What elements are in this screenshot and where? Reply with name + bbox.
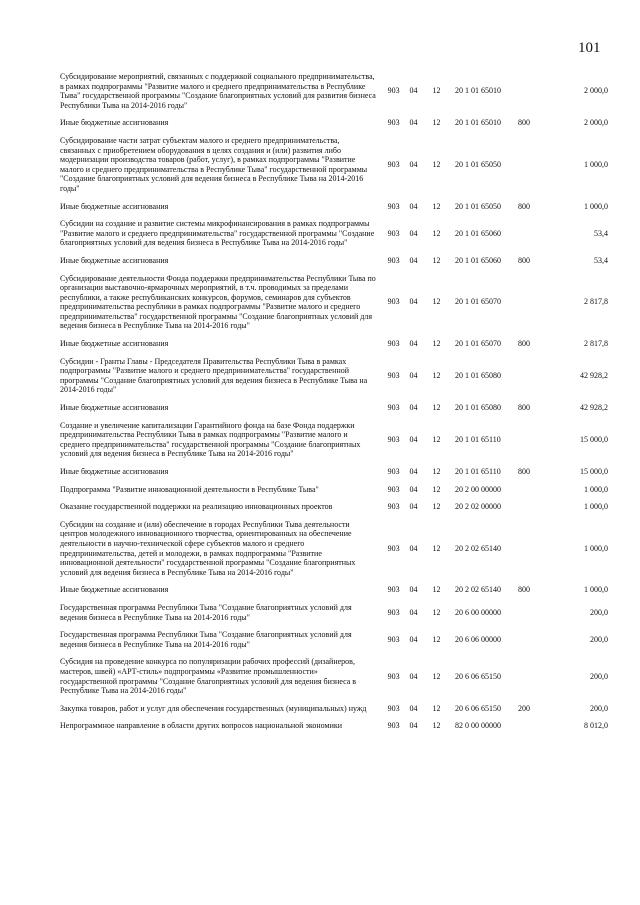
row-section-code: 04	[409, 435, 418, 445]
row-ministry-code: 903	[387, 585, 400, 595]
row-description: Государственная программа Республики Тыва "Создание благоприятных условий для ведения бизнеса в Республике Тыва на 2014-2016 годы"	[60, 602, 352, 622]
row-expense-type: 800	[518, 255, 531, 265]
row-target-article: 20 6 00 00000	[455, 607, 501, 617]
row-section-code: 04	[409, 403, 418, 413]
row-amount: 1 000,0	[584, 484, 608, 494]
row-target-article: 20 1 01 65110	[455, 435, 501, 445]
row-subsection-code: 12	[432, 502, 441, 512]
row-subsection-code: 12	[432, 435, 441, 445]
budget-table	[60, 72, 608, 739]
row-amount: 1 000,0	[584, 159, 608, 169]
row-ministry-code: 903	[387, 339, 400, 349]
row-amount: 200,0	[590, 671, 608, 681]
table-row	[60, 72, 608, 118]
row-section-code: 04	[409, 228, 418, 238]
row-expense-type: 800	[518, 585, 531, 595]
table-row	[60, 136, 608, 202]
row-amount: 15 000,0	[580, 435, 608, 445]
row-expense-type	[518, 502, 545, 520]
table-row	[60, 657, 608, 703]
row-amount: 2 000,0	[584, 118, 608, 128]
budget-table-body	[60, 72, 608, 739]
table-row	[60, 357, 608, 403]
row-amount: 53,4	[594, 228, 608, 238]
row-description: Оказание государственной поддержки на реализацию инновационных проектов	[60, 502, 333, 512]
table-row	[60, 274, 608, 340]
row-target-article: 20 1 01 65060	[455, 255, 501, 265]
row-expense-type	[518, 721, 545, 739]
row-target-article: 20 2 00 00000	[455, 484, 501, 494]
row-description: Создание и увеличение капитализации Гарантийного фонда на базе Фонда поддержки предпринимательства Республики Тыва в рамках подпрограммы "Развитие малого и среднего предпринимательства" государственной программы "Создание благоприятных условий для ведения бизнеса в Республике Тыва на 2014-2016 годы"	[60, 420, 361, 459]
row-ministry-code: 903	[387, 228, 400, 238]
row-section-code: 04	[409, 371, 418, 381]
row-amount: 200,0	[590, 607, 608, 617]
table-row	[60, 467, 608, 485]
row-expense-type: 800	[518, 467, 531, 476]
row-target-article: 20 1 01 65080	[455, 371, 501, 381]
row-section-code: 04	[409, 585, 418, 595]
table-row	[60, 704, 608, 722]
row-amount: 15 000,0	[580, 467, 608, 476]
row-expense-type: 800	[518, 403, 531, 413]
page-number: 101	[578, 40, 601, 56]
row-subsection-code: 12	[432, 703, 441, 713]
table-row	[60, 219, 608, 256]
row-target-article: 20 2 02 65140	[455, 543, 501, 553]
table-row	[60, 403, 608, 421]
row-subsection-code: 12	[432, 86, 441, 96]
row-expense-type: 800	[518, 118, 531, 128]
row-expense-type: 800	[518, 201, 531, 211]
row-expense-type	[518, 485, 545, 503]
row-subsection-code: 12	[432, 403, 441, 413]
row-description: Субсидия на проведение конкурса по популяризации рабочих профессий (дизайнеров, мастеров, швей) «АРТ-стиль» подпрограммы «Развитие промышленности» государственной программы "Создание благоприятных условий для ведения бизнеса в Республике Тыва на 2014-2016 годы"	[60, 657, 357, 696]
row-ministry-code: 903	[387, 255, 400, 265]
table-row	[60, 485, 608, 503]
row-description: Подпрограмма "Развитие инновационной деятельности в Республике Тыва"	[60, 484, 319, 494]
row-expense-type	[518, 274, 545, 340]
table-row	[60, 202, 608, 220]
table-row	[60, 421, 608, 467]
row-subsection-code: 12	[432, 721, 441, 731]
row-expense-type	[518, 357, 545, 403]
row-section-code: 04	[409, 607, 418, 617]
table-row	[60, 520, 608, 586]
row-target-article: 20 6 06 65150	[455, 671, 501, 681]
table-row	[60, 721, 608, 739]
row-description: Иные бюджетные ассигнования	[60, 403, 169, 413]
row-amount: 2 817,8	[584, 339, 608, 349]
row-expense-type	[518, 603, 545, 630]
row-amount: 42 928,2	[580, 403, 608, 413]
row-target-article: 20 1 01 65050	[455, 201, 501, 211]
row-target-article: 20 6 06 65150	[455, 703, 501, 713]
row-ministry-code: 903	[387, 159, 400, 169]
row-description: Субсидирование мероприятий, связанных с поддержкой социального предпринимательства, в рамках подпрограммы "Развитие малого и среднего предпринимательства в Республике Тыва" государственной программы "Создание благоприятных условий для развития бизнеса Республики Тыва на 2014-2016 годы"	[60, 72, 376, 110]
row-expense-type	[518, 520, 545, 586]
row-section-code: 04	[409, 543, 418, 553]
table-row	[60, 502, 608, 520]
row-expense-type: 800	[518, 339, 531, 349]
row-description: Субсидии на создание и развитие системы микрофинансирования в рамках подпрограммы "Развитие малого и среднего предпринимательства" государственной программы "Создание благоприятных условий для ведения бизнеса в Республике Тыва на 2014-2016 годы"	[60, 219, 375, 248]
row-section-code: 04	[409, 159, 418, 169]
row-ministry-code: 903	[387, 403, 400, 413]
row-ministry-code: 903	[387, 371, 400, 381]
row-subsection-code: 12	[432, 255, 441, 265]
table-row	[60, 585, 608, 603]
row-description: Иные бюджетные ассигнования	[60, 201, 169, 211]
row-section-code: 04	[409, 255, 418, 265]
row-target-article: 20 2 02 65140	[455, 585, 501, 595]
row-expense-type	[518, 657, 545, 703]
row-section-code: 04	[409, 703, 418, 713]
row-description: Государственная программа Республики Тыва "Создание благоприятных условий для ведения бизнеса в Республике Тыва на 2014-2016 годы"	[60, 630, 352, 649]
row-subsection-code: 12	[432, 634, 441, 644]
row-section-code: 04	[409, 339, 418, 349]
row-subsection-code: 12	[432, 201, 441, 211]
row-subsection-code: 12	[432, 371, 441, 381]
row-amount: 53,4	[594, 255, 608, 265]
row-section-code: 04	[409, 201, 418, 211]
row-target-article: 82 0 00 00000	[455, 721, 501, 731]
row-subsection-code: 12	[432, 297, 441, 307]
row-description: Субсидирование части затрат субъектам малого и среднего предпринимательства, связанных с приобретением оборудования в целях создания и (или) развития либо модернизации производства товаров (работ, услуг), в рамках подпрограммы "Развитие малого и среднего предпринимательства в Республике Тыва" государственной программы "Создание благоприятных условий для ведения бизнеса в Республике Тыва на 2014-2016 годы"	[60, 135, 368, 193]
row-subsection-code: 12	[432, 607, 441, 617]
row-section-code: 04	[409, 634, 418, 644]
row-section-code: 04	[409, 484, 418, 494]
row-subsection-code: 12	[432, 467, 441, 476]
row-expense-type	[518, 72, 545, 118]
row-amount: 200,0	[590, 634, 608, 644]
row-subsection-code: 12	[432, 339, 441, 349]
row-ministry-code: 903	[387, 671, 400, 681]
row-amount: 1 000,0	[584, 201, 608, 211]
row-target-article: 20 2 02 00000	[455, 502, 501, 512]
row-target-article: 20 1 01 65110	[455, 467, 501, 476]
row-section-code: 04	[409, 86, 418, 96]
row-expense-type	[518, 136, 545, 202]
table-row	[60, 339, 608, 357]
row-ministry-code: 903	[387, 435, 400, 445]
row-subsection-code: 12	[432, 228, 441, 238]
row-amount: 2 817,8	[584, 297, 608, 307]
row-description: Иные бюджетные ассигнования	[60, 585, 169, 595]
row-target-article: 20 1 01 65010	[455, 86, 501, 96]
row-amount: 1 000,0	[584, 543, 608, 553]
row-amount: 1 000,0	[584, 585, 608, 595]
row-subsection-code: 12	[432, 159, 441, 169]
row-target-article: 20 1 01 65070	[455, 339, 501, 349]
row-description: Иные бюджетные ассигнования	[60, 118, 169, 128]
row-subsection-code: 12	[432, 671, 441, 681]
row-description: Субсидии - Гранты Главы - Председателя Правительства Республики Тыва в рамках подпрограммы "Развитие малого и среднего предпринимательства" государственной программы "Создание благоприятных условий для ведения бизнеса в Республике Тыва на 2014-2016 годы"	[60, 356, 368, 395]
row-description: Закупка товаров, работ и услуг для обеспечения государственных (муниципальных) нужд	[60, 703, 367, 713]
row-ministry-code: 903	[387, 484, 400, 494]
row-ministry-code: 903	[387, 297, 400, 307]
row-subsection-code: 12	[432, 543, 441, 553]
table-row	[60, 256, 608, 274]
row-description: Субсидирование деятельности Фонда поддержки предпринимательства Республики Тыва по организации выставочно-ярмарочных мероприятий, в т.ч. проводимых за пределами республики, а также республиканских конкурсов, форумов, семинаров для субъектов предпринимательства республики в рамках подпрограммы "Развитие малого и среднего предпринимательства" государственной программы "Создание благоприятных условий для ведения бизнеса в Республике Тыва на 2014-2016 годы"	[60, 273, 376, 331]
row-description: Непрограммное направление в области других вопросов национальной экономики	[60, 721, 343, 731]
row-subsection-code: 12	[432, 484, 441, 494]
row-target-article: 20 1 01 65060	[455, 228, 501, 238]
row-description: Иные бюджетные ассигнования	[60, 339, 169, 349]
table-row	[60, 603, 608, 630]
row-target-article: 20 1 01 65050	[455, 159, 501, 169]
row-section-code: 04	[409, 467, 418, 476]
table-row	[60, 118, 608, 136]
row-target-article: 20 6 06 00000	[455, 634, 501, 644]
row-ministry-code: 903	[387, 86, 400, 96]
row-section-code: 04	[409, 297, 418, 307]
row-ministry-code: 903	[387, 118, 400, 128]
row-ministry-code: 903	[387, 607, 400, 617]
row-ministry-code: 903	[387, 634, 400, 644]
row-section-code: 04	[409, 118, 418, 128]
row-amount: 8 012,0	[584, 721, 608, 731]
row-expense-type: 200	[518, 703, 531, 713]
row-ministry-code: 903	[387, 467, 400, 476]
row-amount: 1 000,0	[584, 502, 608, 512]
row-amount: 2 000,0	[584, 86, 608, 96]
row-expense-type	[518, 219, 545, 256]
row-description: Иные бюджетные ассигнования	[60, 467, 169, 476]
row-ministry-code: 903	[387, 543, 400, 553]
row-amount: 42 928,2	[580, 371, 608, 381]
row-target-article: 20 1 01 65080	[455, 403, 501, 413]
row-ministry-code: 903	[387, 502, 400, 512]
row-section-code: 04	[409, 502, 418, 512]
row-subsection-code: 12	[432, 118, 441, 128]
row-ministry-code: 903	[387, 201, 400, 211]
row-expense-type	[518, 630, 545, 657]
row-ministry-code: 903	[387, 703, 400, 713]
row-ministry-code: 903	[387, 721, 400, 731]
row-section-code: 04	[409, 721, 418, 731]
row-target-article: 20 1 01 65070	[455, 297, 501, 307]
table-row	[60, 630, 608, 657]
row-target-article: 20 1 01 65010	[455, 118, 501, 128]
row-section-code: 04	[409, 671, 418, 681]
row-description: Иные бюджетные ассигнования	[60, 255, 169, 265]
row-amount: 200,0	[590, 703, 608, 713]
row-subsection-code: 12	[432, 585, 441, 595]
row-description: Субсидии на создание и (или) обеспечение в городах Республики Тыва деятельности центров молодежного инновационного творчества, ориентированных на обеспечение деятельности в научно-технической сфере субъектов малого и среднего предпринимательства, детей и молодежи, в рамках подпрограммы "Развитие инновационной деятельности" государственной программы "Создание благоприятных условий для ведения бизнеса в Республике Тыва на 2014-2016 годы"	[60, 519, 356, 577]
row-expense-type	[518, 421, 545, 467]
